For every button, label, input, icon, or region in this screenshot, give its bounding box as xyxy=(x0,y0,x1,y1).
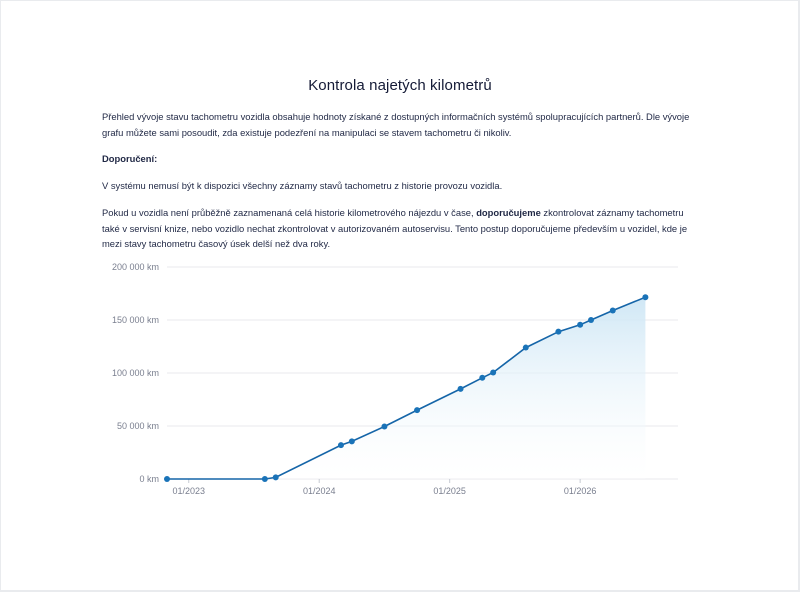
data-point[interactable] xyxy=(588,317,594,323)
mileage-area xyxy=(167,297,645,479)
data-point[interactable] xyxy=(610,307,616,313)
data-point[interactable] xyxy=(523,345,529,351)
data-point[interactable] xyxy=(642,294,648,300)
x-tick-label: 01/2025 xyxy=(433,486,466,496)
page-title: Kontrola najetých kilometrů xyxy=(308,77,492,94)
advice-text-start: Pokud u vozidla není průběžně zaznamenaná celá historie kilometrového nájezdu v čase, xyxy=(102,207,477,218)
y-tick-label: 150 000 km xyxy=(111,315,159,325)
data-point[interactable] xyxy=(338,442,344,448)
data-point[interactable] xyxy=(414,407,420,413)
note-paragraph: V systému nemusí být k dispozici všechny záznamy stavů tachometru z historie provozu vozidla. xyxy=(102,180,503,191)
data-point[interactable] xyxy=(381,424,387,430)
x-tick-label: 01/2023 xyxy=(172,486,206,496)
y-tick-label: 200 000 km xyxy=(111,262,159,272)
data-point[interactable] xyxy=(458,386,464,392)
data-point[interactable] xyxy=(490,369,496,375)
data-point[interactable] xyxy=(349,438,355,444)
odometer-chart xyxy=(0,255,800,505)
y-axis xyxy=(112,262,159,484)
advice-emphasis: doporučujeme xyxy=(476,207,541,218)
data-point[interactable] xyxy=(273,474,279,480)
advice-paragraph xyxy=(102,205,696,252)
advice-text-end: zkontrolovat záznamy tachometru také v servisní knize, nebo vozidlo nechat zkontrolovat v autorizovaném autoservisu. Tento postup doporučujeme především u vozidel, kde je mezi stavy tachometru časový úsek delší než dva roky. xyxy=(102,207,688,249)
data-point[interactable] xyxy=(479,375,485,381)
x-axis xyxy=(172,479,596,496)
data-point[interactable] xyxy=(164,476,170,482)
y-tick-label: 0 km xyxy=(139,474,159,484)
y-tick-label: 100 000 km xyxy=(111,368,159,378)
intro-paragraph: Přehled vývoje stavu tachometru vozidla obsahuje hodnoty získané z dostupných informačních systémů spolupracujících partnerů. Dle vývoje grafu můžete sami posoudit, zda existuje podezření na manipulaci se stavem tachometru či nikoliv. xyxy=(102,111,690,138)
x-tick-label: 01/2024 xyxy=(302,486,336,496)
data-point[interactable] xyxy=(555,329,561,335)
recommendation-heading: Doporučení: xyxy=(102,153,158,164)
data-point[interactable] xyxy=(577,322,583,328)
x-tick-label: 01/2026 xyxy=(563,486,597,496)
y-tick-label: 50 000 km xyxy=(116,421,159,431)
data-point[interactable] xyxy=(262,476,268,482)
